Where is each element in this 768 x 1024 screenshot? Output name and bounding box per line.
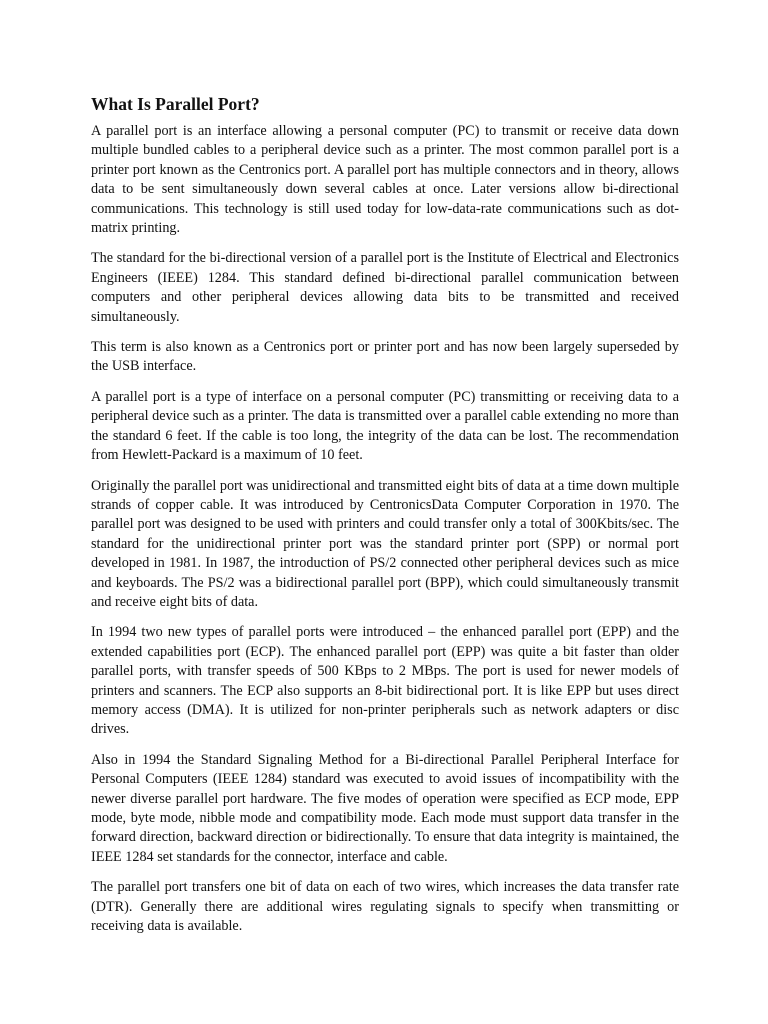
paragraph: This term is also known as a Centronics port or printer port and has now been largely superseded by the USB interface.: [91, 339, 679, 375]
paragraph: In 1994 two new types of parallel ports were introduced – the enhanced parallel port (EPP) and the extended capabilities port (ECP). The enhanced parallel port (EPP) was quite a bit faster than older parallel ports, with transfer speeds of 500 KBps to 2 MBps. The port is used for newer models of printers and scanners. The ECP also supports an 8-bit bidirectional port. It is like EPP but uses direct memory access (DMA). It is utilized for non-printer peripherals such as network adapters or disc drives.: [91, 624, 679, 738]
paragraph: Also in 1994 the Standard Signaling Method for a Bi-directional Parallel Peripheral Interface for Personal Computers (IEEE 1284) standard was executed to avoid issues of incompatibility with the newer diverse parallel port hardware. The five modes of operation were specified as ECP mode, EPP mode, byte mode, nibble mode and compatibility mode. Each mode must support data transfer in the forward direction, backward direction or bidirectionally. To ensure that data integrity is maintained, the IEEE 1284 set standards for the connector, interface and cable.: [91, 751, 679, 865]
document-page: [91, 92, 679, 947]
paragraph: A parallel port is a type of interface on a personal computer (PC) transmitting or receiving data to a peripheral device such as a printer. The data is transmitted over a parallel cable extending no more than the standard 6 feet. If the cable is too long, the integrity of the data can be lost. The recommendation from Hewlett-Packard is a maximum of 10 feet.: [91, 388, 679, 464]
document-title: What Is Parallel Port?: [91, 94, 260, 114]
paragraph: A parallel port is an interface allowing a personal computer (PC) to transmit or receive data down multiple bundled cables to a peripheral device such as a printer. The most common parallel port is a printer port known as the Centronics port. A parallel port has multiple connectors and in theory, allows data to be sent simultaneously down several cables at once. Later versions allow bi-directional communications. This technology is still used today for low-data-rate communications such as dot-matrix printing.: [91, 123, 679, 237]
paragraph: Originally the parallel port was unidirectional and transmitted eight bits of data at a time down multiple strands of copper cable. It was introduced by CentronicsData Computer Corporation in 1970. The parallel port was designed to be used with printers and could transfer only a total of 300Kbits/sec. The standard for the unidirectional printer port was the standard printer port (SPP) or normal port developed in 1981. In 1987, the introduction of PS/2 connected other peripheral devices such as mice and keyboards. The PS/2 was a bidirectional parallel port (BPP), which could simultaneously transmit and receive eight bits of data.: [91, 477, 679, 610]
paragraph: The parallel port transfers one bit of data on each of two wires, which increases the data transfer rate (DTR). Generally there are additional wires regulating signals to specify when transmitting or receiving data is available.: [91, 879, 679, 935]
paragraph: The standard for the bi-directional version of a parallel port is the Institute of Electrical and Electronics Engineers (IEEE) 1284. This standard defined bi-directional parallel communication between computers and other peripheral devices allowing data bits to be transmitted and received simultaneously.: [91, 250, 679, 325]
